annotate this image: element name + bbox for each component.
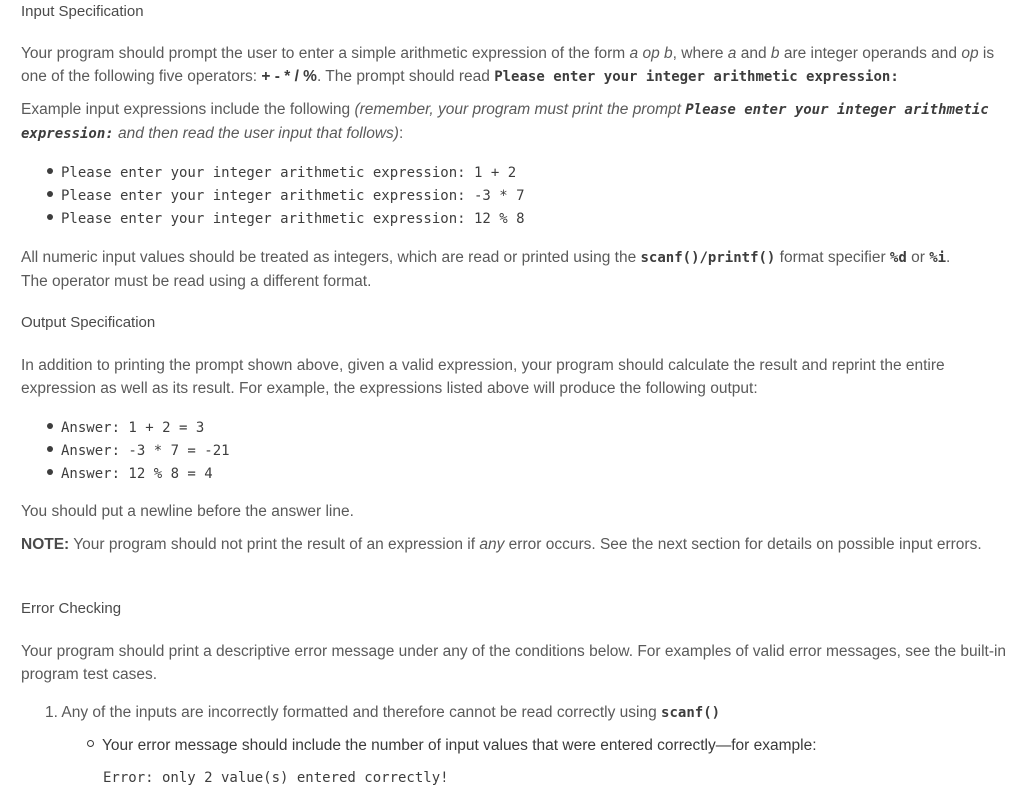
input-spec-paragraph-2: Example input expressions include the following (remember, your program must print the prompt Please enter your integer arithmetic expression: and then read the user input that follows): [21, 101, 989, 142]
error-checking-paragraph: Your program should print a descriptive error message under any of the conditions below. For examples of valid error messages, see the built-in program test cases. [21, 643, 1007, 683]
output-spec-paragraph-2: You should put a newline before the answer line. [21, 503, 354, 520]
sub-list-item: Your error message should include the number of input values that were entered correctly—for example: [87, 734, 817, 757]
list-item: Please enter your integer arithmetic expression: 1 + 2 [47, 161, 516, 185]
list-item: Answer: 12 % 8 = 4 [47, 462, 213, 486]
input-spec-paragraph-1: Your program should prompt the user to enter a simple arithmetic expression of the form a op b, where a and b are integer operands and op is one of the following five operators: + - * / %. The prompt should read Please enter your integer arithmetic expression: [21, 45, 995, 85]
list-item: Please enter your integer arithmetic expression: 12 % 8 [47, 207, 525, 231]
output-spec-paragraph-1: In addition to printing the prompt shown above, given a valid expression, your program should calculate the result and reprint the entire expression as well as its result. For example, the expressions listed above will produce the following output: [21, 357, 945, 397]
bullet-icon [47, 469, 53, 475]
bullet-icon [47, 446, 53, 452]
note-paragraph: NOTE: Your program should not print the result of an expression if any error occurs. See the next section for details on possible input errors. [21, 536, 982, 553]
input-spec-heading: Input Specification [21, 3, 144, 20]
ordered-list-item: 1. Any of the inputs are incorrectly formatted and therefore cannot be read correctly using scanf() [45, 704, 721, 721]
bullet-icon [47, 168, 53, 174]
circle-bullet-icon [87, 740, 94, 747]
bullet-icon [47, 214, 53, 220]
error-checking-heading: Error Checking [21, 600, 122, 617]
bullet-icon [47, 191, 53, 197]
list-item: Answer: -3 * 7 = -21 [47, 439, 230, 463]
example-error-message: Error: only 2 value(s) entered correctly! [103, 770, 449, 786]
output-spec-heading: Output Specification [21, 314, 156, 331]
list-item: Please enter your integer arithmetic expression: -3 * 7 [47, 184, 525, 208]
list-item: Answer: 1 + 2 = 3 [47, 416, 204, 440]
input-spec-paragraph-3: All numeric input values should be treated as integers, which are read or printed using the scanf()/printf() format specifier %d or %i. The operator must be read using a different format. [21, 249, 951, 290]
bullet-icon [47, 423, 53, 429]
